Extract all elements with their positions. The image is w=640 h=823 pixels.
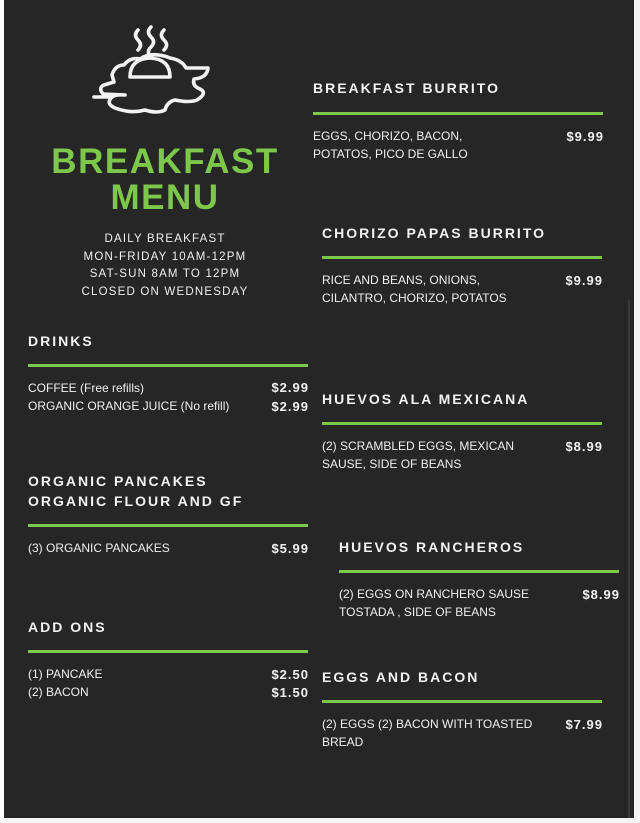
pancakes-subheading: ORGANIC FLOUR AND GF (28, 493, 244, 509)
drinks-divider (28, 364, 308, 367)
drinks-heading: DRINKS (28, 333, 94, 349)
item-divider (322, 256, 602, 259)
board-edge-line (628, 300, 630, 818)
menu-title-line2: MENU (110, 178, 220, 217)
pancake-item-name: (3) ORGANIC PANCAKES (28, 541, 170, 555)
fried-egg-icon (76, 22, 224, 134)
item-divider (313, 112, 603, 115)
drink-item-name: ORGANIC ORANGE JUICE (No refill) (28, 399, 230, 413)
drink-item-price: $2.99 (271, 380, 309, 395)
item-heading-chorizo-papas-burrito: CHORIZO PAPAS BURRITO (322, 225, 547, 241)
item-description: RICE AND BEANS, ONIONS, (322, 273, 481, 287)
menu-title-line1: BREAKFAST (51, 142, 279, 181)
item-description: (2) SCRAMBLED EGGS, MEXICAN (322, 439, 515, 453)
addons-heading: ADD ONS (28, 619, 107, 635)
item-description: (2) EGGS (2) BACON WITH TOASTED (322, 717, 533, 731)
pancakes-heading: ORGANIC PANCAKES (28, 473, 208, 489)
item-description: CILANTRO, CHORIZO, POTATOS (322, 291, 507, 305)
hours-line: SAT-SUN 8AM TO 12PM (89, 268, 241, 280)
photo-border-right (634, 0, 640, 823)
item-price: $7.99 (565, 717, 603, 732)
addons-divider (28, 650, 308, 653)
item-price: $8.99 (582, 587, 620, 602)
item-heading-breakfast-burrito: BREAKFAST BURRITO (313, 80, 500, 96)
pancakes-divider (28, 524, 308, 527)
item-description: (2) EGGS ON RANCHERO SAUSE (339, 587, 530, 601)
pancake-item-price: $5.99 (271, 541, 309, 556)
item-description: SAUSE, SIDE OF BEANS (322, 457, 462, 471)
hours-line: DAILY BREAKFAST (104, 233, 226, 245)
drink-item-name: COFFEE (Free refills) (28, 381, 145, 395)
item-divider (322, 700, 602, 703)
item-description: EGGS, CHORIZO, BACON, (313, 129, 463, 143)
hours-line: CLOSED ON WEDNESDAY (81, 286, 249, 298)
item-description: TOSTADA , SIDE OF BEANS (339, 605, 496, 619)
item-divider (339, 570, 619, 573)
addon-item-price: $1.50 (271, 685, 309, 700)
item-divider (322, 422, 602, 425)
item-description: BREAD (322, 735, 364, 749)
photo-border-bottom (0, 818, 640, 823)
item-heading-huevos-rancheros: HUEVOS RANCHEROS (339, 539, 525, 555)
item-price: $9.99 (566, 129, 604, 144)
item-description: POTATOS, PICO DE GALLO (313, 147, 468, 161)
item-heading-eggs-and-bacon: EGGS AND BACON (322, 669, 480, 685)
addon-item-name: (2) BACON (28, 685, 89, 699)
addon-item-name: (1) PANCAKE (28, 667, 103, 681)
item-heading-huevos-ala-mexicana: HUEVOS ALA MEXICANA (322, 391, 530, 407)
drink-item-price: $2.99 (271, 399, 309, 414)
item-price: $8.99 (565, 439, 603, 454)
hours-line: MON-FRIDAY 10AM-12PM (83, 251, 247, 263)
item-price: $9.99 (565, 273, 603, 288)
addon-item-price: $2.50 (271, 667, 309, 682)
